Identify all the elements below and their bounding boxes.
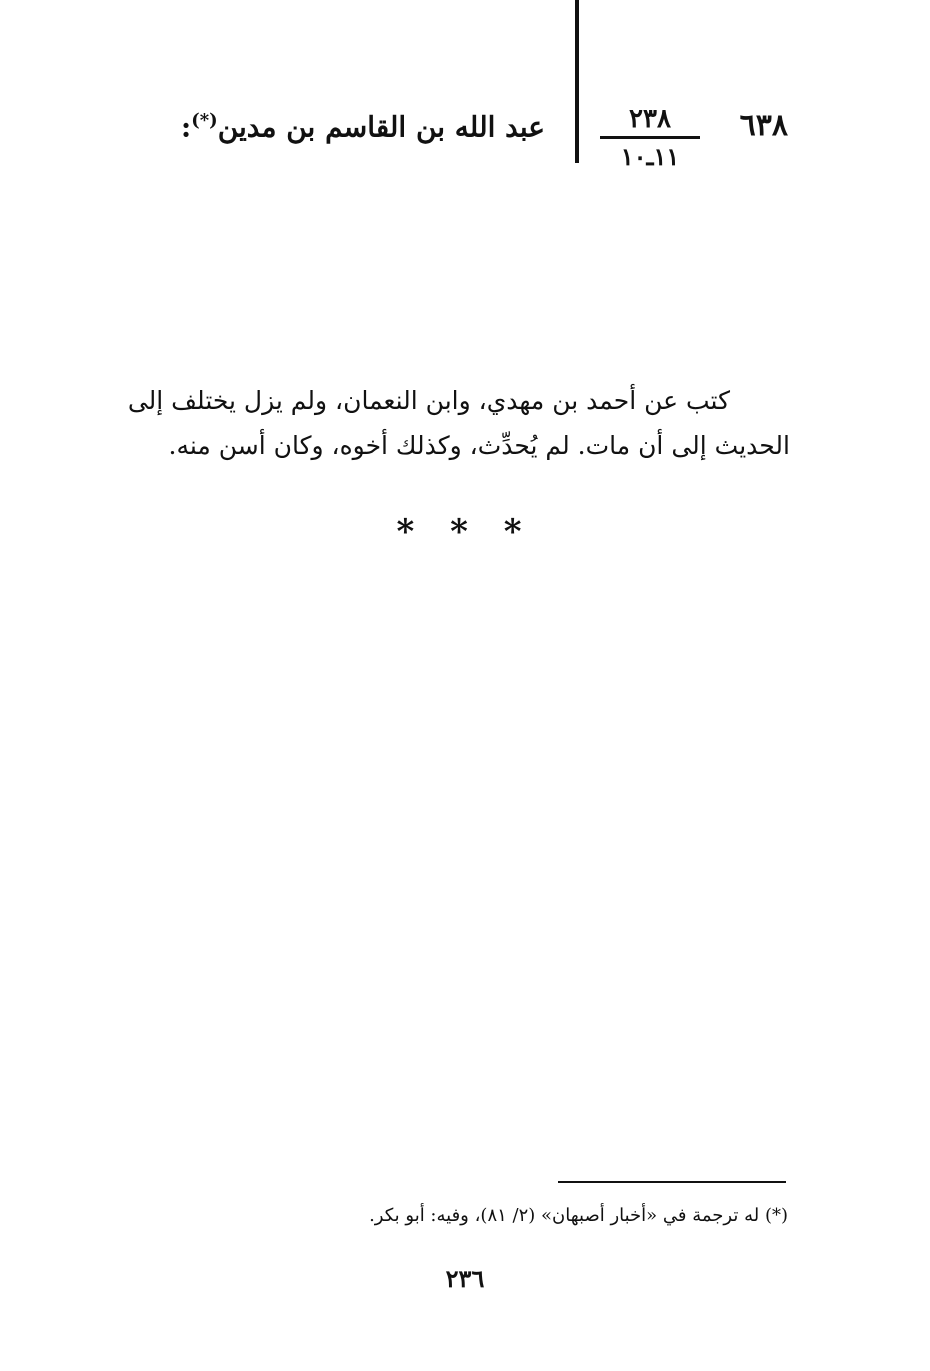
reference-bottom: ١١ـ١٠ bbox=[620, 142, 680, 171]
entry-title-text: عبد الله بن القاسم بن مدين bbox=[217, 110, 545, 144]
header-vertical-rule bbox=[575, 0, 579, 163]
reference-top: ٢٣٨ bbox=[629, 104, 671, 134]
section-separator: * * * bbox=[396, 512, 534, 552]
footnote-marker: (*) bbox=[191, 110, 218, 131]
footnote-rule bbox=[558, 1181, 786, 1183]
body-paragraph bbox=[100, 378, 790, 468]
entry-title bbox=[181, 110, 545, 143]
page-number: ٢٣٦ bbox=[445, 1264, 485, 1293]
body-line-1: كتب عن أحمد بن مهدي، وابن النعمان، ولم يزل يختلف إلى bbox=[127, 386, 730, 415]
body-line-2: الحديث إلى أن مات. لم يُحدِّث، وكذلك أخوه، وكان أسن منه. bbox=[168, 431, 790, 460]
title-colon: : bbox=[180, 110, 192, 144]
fraction-bar bbox=[600, 136, 700, 139]
reference-fraction bbox=[600, 104, 700, 171]
entry-number: ٦٣٨ bbox=[739, 108, 788, 143]
footnote-text: (*) له ترجمة في «أخبار أصبهان» (٢/ ٨١)، وفيه: أبو بكر. bbox=[369, 1205, 788, 1226]
